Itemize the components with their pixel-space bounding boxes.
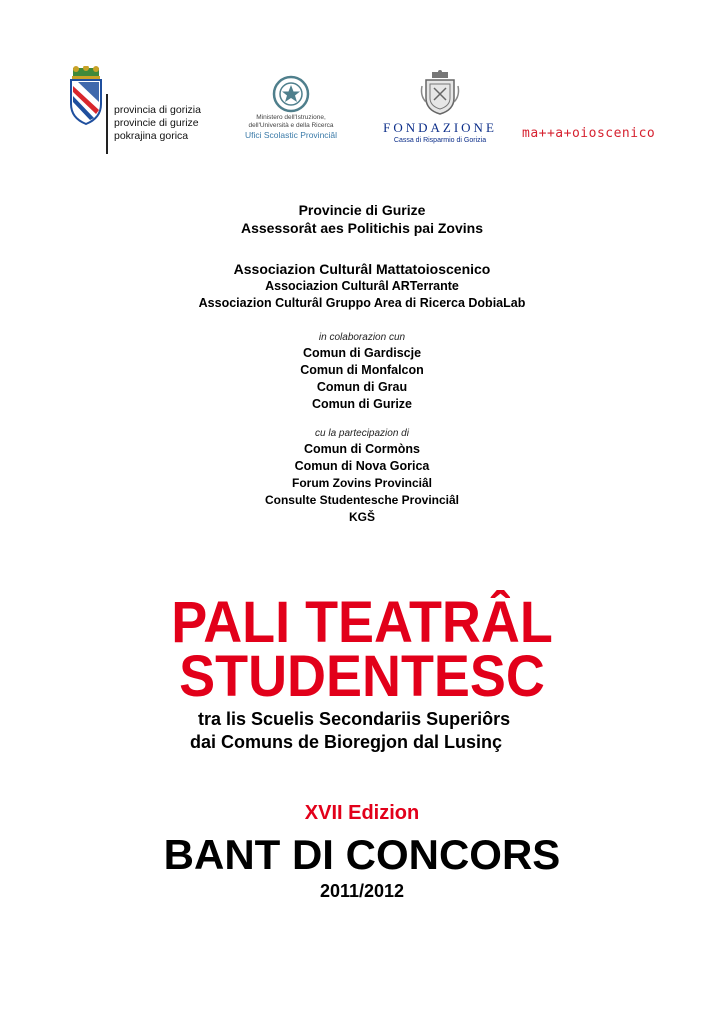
edition-label: XVII Edizion [304, 802, 420, 824]
organizer-line: Provincie di Gurize [298, 202, 426, 218]
participation-item: KGŠ [348, 510, 375, 524]
italian-republic-emblem-icon [271, 74, 311, 114]
collaboration-item: Comun di Gardiscje [302, 346, 422, 360]
provincia-text [114, 104, 201, 143]
mattatoio-logo: ma++a+oioscenico [522, 126, 656, 141]
fondazione-crest-icon [418, 70, 462, 116]
subtitle-line: dai Comuns de Bioregjon dal Lusinç [190, 732, 503, 752]
document-heading: BANT DI CONCORS [163, 831, 561, 878]
association-item: Associazion Culturâl ARTerrante [265, 279, 459, 293]
provincia-line: provincia di gorizia [114, 104, 201, 116]
organizer-line: Assessorât aes Politichis pai Zovins [241, 220, 483, 236]
association-item: Associazion Culturâl Gruppo Area di Ricerca DobiaLab [198, 296, 526, 310]
title-line: PALI TEATRÂL [171, 590, 553, 655]
ministero-line: Ministero dell'Istruzione, [256, 114, 326, 121]
subtitle-line: tra lis Scuelis Secondariis Superiôrs [198, 709, 511, 729]
participation-item: Comun di Cormòns [304, 442, 420, 456]
logo-row [0, 62, 724, 162]
year-label: 2011/2012 [319, 881, 405, 901]
provincia-line: pokrajina gorica [114, 130, 189, 142]
fondazione-title: FONDAZIONE [383, 120, 497, 135]
provincia-line: provincie di gurize [114, 117, 199, 129]
ministero-office: Ufici Scolastic Provinciâl [244, 130, 338, 140]
participation-block [0, 427, 724, 526]
logo-divider [106, 94, 108, 154]
ministero-logo [232, 74, 350, 154]
organizers-block [0, 201, 724, 237]
association-main: Associazion Culturâl Mattatoioscenico [233, 261, 491, 277]
title-line: STUDENTESC [179, 644, 545, 709]
collaboration-item: Comun di Grau [316, 380, 408, 394]
fondazione-logo [372, 70, 508, 158]
collaboration-block [0, 331, 724, 413]
participation-item: Forum Zovins Provinciâl [291, 476, 433, 490]
fondazione-subtitle: Cassa di Risparmio di Gorizia [393, 137, 487, 144]
participation-item: Consulte Studentesche Provinciâl [264, 493, 460, 507]
provincia-logo [66, 66, 216, 154]
collaboration-item: Comun di Monfalcon [300, 363, 424, 377]
collaboration-item: Comun di Gurize [312, 397, 412, 411]
associations-block [0, 260, 724, 312]
coat-of-arms-icon [66, 66, 106, 128]
participation-intro: cu la partecipazion di [315, 428, 409, 439]
ministero-line: dell'Università e della Ricerca [248, 122, 334, 129]
participation-item: Comun di Nova Gorica [294, 459, 430, 473]
collaboration-intro: in colaborazion cun [318, 332, 406, 343]
main-title [25, 590, 698, 709]
